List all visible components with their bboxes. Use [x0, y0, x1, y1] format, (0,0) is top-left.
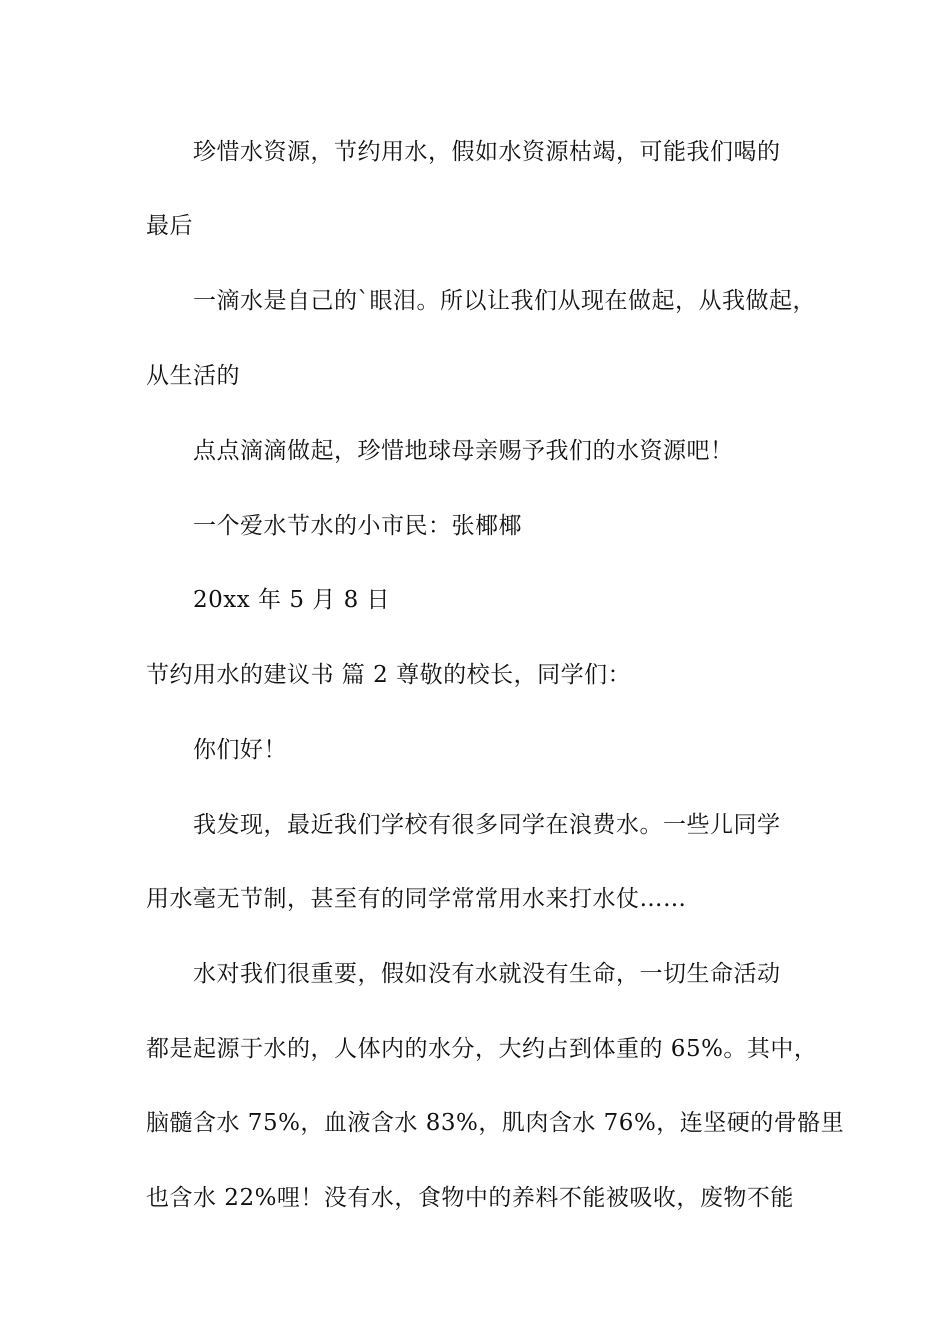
paragraph-line: 水对我们很重要，假如没有水就没有生命，一切生命活动	[193, 961, 781, 987]
paragraph-line: 一滴水是自己的`眼泪。所以让我们从现在做起，从我做起，	[193, 288, 816, 314]
signature-line: 一个爱水节水的小市民：张椰椰	[193, 513, 522, 539]
paragraph-line: 用水毫无节制，甚至有的同学常常用水来打水仗……	[146, 886, 687, 912]
paragraph-line: 都是起源于水的，人体内的水分，大约占到体重的 65%。其中，	[146, 1036, 818, 1062]
greeting-line: 你们好！	[193, 737, 287, 763]
paragraph-line: 脑髓含水 75%，血液含水 83%，肌肉含水 76%，连坚硬的骨骼里	[146, 1110, 845, 1136]
paragraph-line: 最后	[146, 213, 193, 239]
section-heading: 节约用水的建议书 篇 2 尊敬的校长，同学们：	[146, 662, 632, 688]
paragraph-line: 从生活的	[146, 363, 240, 389]
date-line: 20xx 年 5 月 8 日	[193, 587, 391, 613]
paragraph-line: 点点滴滴做起，珍惜地球母亲赐予我们的水资源吧！	[193, 438, 734, 464]
paragraph-line: 珍惜水资源，节约用水，假如水资源枯竭，可能我们喝的	[193, 139, 781, 165]
paragraph-line: 也含水 22%哩！没有水，食物中的养料不能被吸收，废物不能	[146, 1185, 794, 1211]
paragraph-line: 我发现，最近我们学校有很多同学在浪费水。一些儿同学	[193, 812, 781, 838]
